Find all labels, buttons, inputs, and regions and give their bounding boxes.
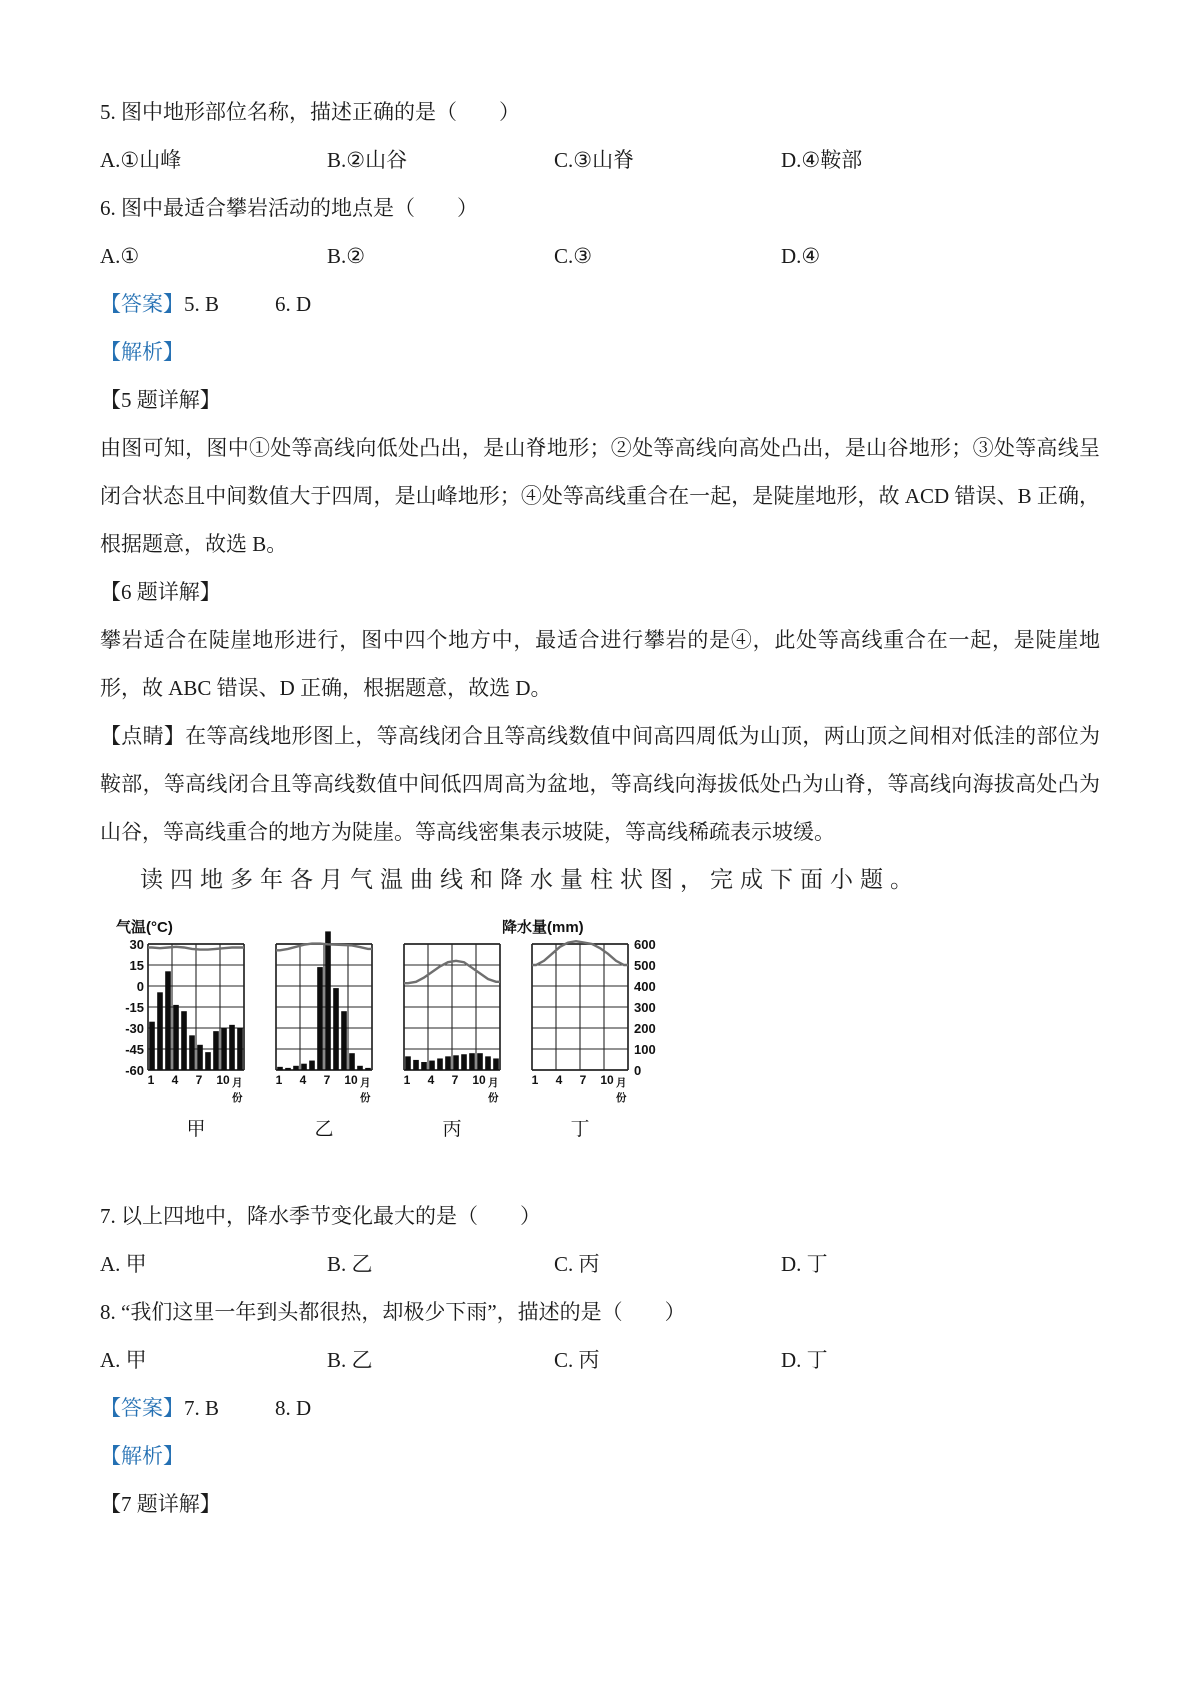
month-tick: 4 — [427, 1073, 435, 1087]
answer-line-7-8 — [100, 1384, 1100, 1432]
axis-tick: 0 — [136, 979, 144, 994]
precip-bar — [405, 1056, 411, 1070]
month-tick: 10 — [600, 1073, 614, 1087]
precip-bar — [237, 1028, 243, 1070]
question-5-option-c: C.③山脊 — [554, 148, 635, 172]
month-tick: 7 — [323, 1073, 331, 1087]
key-point-body: 在等高线地形图上，等高线闭合且等高线数值中间高四周低为山顶，两山顶之间相对低洼的部位为鞍部，等高线闭合且等高线数值中间低四周高为盆地，等高线向海拔低处凸为山脊，等高线向海拔高处凸为山谷，等高线重合的地方为陡崖。等高线密集表示坡陡，等高线稀疏表示坡缓。 — [100, 724, 1101, 844]
climate-chart-svg — [276, 944, 372, 1070]
question-7-option-d: D. 丁 — [781, 1252, 828, 1276]
precip-bar — [421, 1062, 427, 1070]
precip-bar — [445, 1056, 451, 1070]
precip-bar — [469, 1053, 475, 1070]
precip-bar — [149, 1022, 155, 1070]
answer-q8: 8. D — [275, 1396, 312, 1420]
month-axis-unit: 月份 — [616, 1077, 627, 1104]
question-7-stem: 7. 以上四地中，降水季节变化最大的是（ ） — [100, 1204, 541, 1228]
precip-bar — [181, 1011, 187, 1070]
month-tick: 10 — [216, 1073, 230, 1087]
precip-bar — [317, 967, 323, 1070]
key-point-label: 【点睛】 — [100, 724, 186, 748]
precip-bar — [189, 1035, 195, 1070]
axis-tick: 400 — [634, 979, 656, 994]
precip-bar — [485, 1056, 491, 1070]
precip-bar — [477, 1053, 483, 1070]
question-6-option-d: D.④ — [781, 244, 821, 268]
question-5-options — [100, 136, 1100, 184]
detail-5-title: 【5 题详解】 — [100, 388, 221, 412]
answer-q6: 6. D — [275, 292, 312, 316]
precip-bar — [277, 1067, 283, 1070]
climate-chart-svg — [404, 944, 500, 1070]
axis-tick: 200 — [634, 1021, 656, 1036]
month-axis-unit: 月份 — [360, 1077, 371, 1104]
question-7-option-a: A. 甲 — [100, 1252, 147, 1276]
answer-line-5-6 — [100, 280, 1100, 328]
month-tick: 4 — [555, 1073, 563, 1087]
climate-panel-2 — [276, 944, 372, 1154]
precip-bar — [309, 1061, 315, 1070]
axis-tick: -15 — [125, 1000, 144, 1015]
answer-label: 【答案】 — [100, 1396, 184, 1420]
question-5-option-d: D.④鞍部 — [781, 148, 863, 172]
axis-tick: 600 — [634, 937, 656, 952]
answer-q7: 7. B — [184, 1396, 220, 1420]
detail-7-title: 【7 题详解】 — [100, 1492, 221, 1516]
question-5-option-a: A.①山峰 — [100, 148, 182, 172]
precip-axis-ticks — [634, 937, 678, 1078]
axis-tick: -45 — [125, 1042, 144, 1057]
precip-bar — [293, 1066, 299, 1070]
question-5-option-b: B.②山谷 — [327, 148, 408, 172]
climate-panels-canvas — [125, 937, 656, 1140]
precip-bar — [429, 1061, 435, 1070]
precip-bar — [453, 1055, 459, 1070]
temp-axis-ticks — [116, 937, 144, 1078]
detail-5-body: 由图可知，图中①处等高线向低处凸出，是山脊地形；②处等高线向高处凸出，是山谷地形；③处等高线呈闭合状态且中间数值大于四周，是山峰地形；④处等高线重合在一起，是陡崖地形，故 ACD 错误、B 正确，根据题意，故选 B。 — [100, 436, 1100, 556]
panel-label: 丁 — [570, 1119, 590, 1140]
panel-label: 丙 — [442, 1119, 462, 1140]
panel-label: 乙 — [314, 1119, 334, 1140]
precip-bar — [213, 1031, 219, 1070]
climate-panel-3 — [404, 944, 500, 1154]
axis-tick: -60 — [125, 1063, 144, 1078]
precip-bar — [325, 931, 331, 1070]
precip-bar — [437, 1058, 443, 1070]
precip-bar — [285, 1068, 291, 1070]
question-7-option-b: B. 乙 — [327, 1252, 373, 1276]
climate-panel-4 — [532, 944, 628, 1154]
question-6-option-b: B.② — [327, 244, 366, 268]
question-8-options — [100, 1336, 1100, 1384]
precip-bar — [301, 1064, 307, 1070]
precip-bar — [173, 1005, 179, 1070]
climate-chart-svg — [148, 944, 244, 1070]
question-6-option-a: A.① — [100, 244, 140, 268]
precip-bar — [205, 1052, 211, 1070]
question-8-option-d: D. 丁 — [781, 1348, 828, 1372]
axis-tick: 0 — [634, 1063, 642, 1078]
precip-bar — [357, 1066, 363, 1070]
precip-bar — [157, 992, 163, 1070]
axis-tick: 30 — [129, 937, 144, 952]
climate-figure — [116, 904, 1100, 1192]
question-6-stem: 6. 图中最适合攀岩活动的地点是（ ） — [100, 196, 478, 220]
precip-bar — [221, 1028, 227, 1070]
analysis-label-1: 【解析】 — [100, 340, 184, 364]
precip-bar — [341, 1011, 347, 1070]
month-tick: 1 — [531, 1073, 539, 1087]
question-7-options — [100, 1240, 1100, 1288]
precip-bar — [461, 1054, 467, 1070]
answer-q5: 5. B — [184, 292, 220, 316]
question-8-stem: 8. “我们这里一年到头都很热，却极少下雨”，描述的是（ ） — [100, 1300, 686, 1324]
temp-axis-title: 气温(°C) — [116, 919, 173, 936]
question-5-stem: 5. 图中地形部位名称，描述正确的是（ ） — [100, 100, 520, 124]
month-axis-unit: 月份 — [488, 1077, 499, 1104]
month-tick: 1 — [147, 1073, 155, 1087]
month-tick: 7 — [451, 1073, 459, 1087]
month-tick: 4 — [299, 1073, 307, 1087]
climate-panel-1 — [148, 944, 244, 1154]
precip-bar — [333, 988, 339, 1070]
month-tick: 7 — [195, 1073, 203, 1087]
month-tick: 4 — [171, 1073, 179, 1087]
question-6-option-c: C.③ — [554, 244, 593, 268]
question-8-option-a: A. 甲 — [100, 1348, 147, 1372]
question-6-options — [100, 232, 1100, 280]
axis-tick: 15 — [129, 958, 144, 973]
axis-tick: 300 — [634, 1000, 656, 1015]
answer-label: 【答案】 — [100, 292, 184, 316]
question-7-option-c: C. 丙 — [554, 1252, 600, 1276]
precip-bar — [229, 1025, 235, 1070]
key-point-paragraph — [100, 712, 1100, 856]
question-8-option-c: C. 丙 — [554, 1348, 600, 1372]
month-tick: 10 — [472, 1073, 486, 1087]
figure-intro: 读四地多年各月气温曲线和降水量柱状图，完成下面小题。 — [140, 867, 920, 893]
axis-tick: -30 — [125, 1021, 144, 1036]
axis-tick: 100 — [634, 1042, 656, 1057]
month-tick: 10 — [344, 1073, 358, 1087]
month-tick: 1 — [275, 1073, 283, 1087]
precip-axis-title: 降水量(mm) — [502, 919, 584, 936]
detail-6-title: 【6 题详解】 — [100, 580, 221, 604]
precip-bar — [197, 1045, 203, 1070]
month-tick: 7 — [579, 1073, 587, 1087]
precip-bar — [413, 1060, 419, 1070]
analysis-label-2: 【解析】 — [100, 1444, 184, 1468]
detail-6-body: 攀岩适合在陡崖地形进行，图中四个地方中，最适合进行攀岩的是④，此处等高线重合在一起，是陡崖地形，故 ABC 错误、D 正确，根据题意，故选 D。 — [100, 628, 1100, 700]
question-8-option-b: B. 乙 — [327, 1348, 373, 1372]
precip-bar — [493, 1058, 499, 1070]
month-tick: 1 — [403, 1073, 411, 1087]
precip-bar — [165, 971, 171, 1070]
precip-bar — [365, 1068, 371, 1070]
precip-bar — [349, 1053, 355, 1070]
panel-label: 甲 — [186, 1119, 206, 1140]
axis-tick: 500 — [634, 958, 656, 973]
month-axis-unit: 月份 — [232, 1077, 243, 1104]
climate-chart-svg — [532, 944, 628, 1070]
